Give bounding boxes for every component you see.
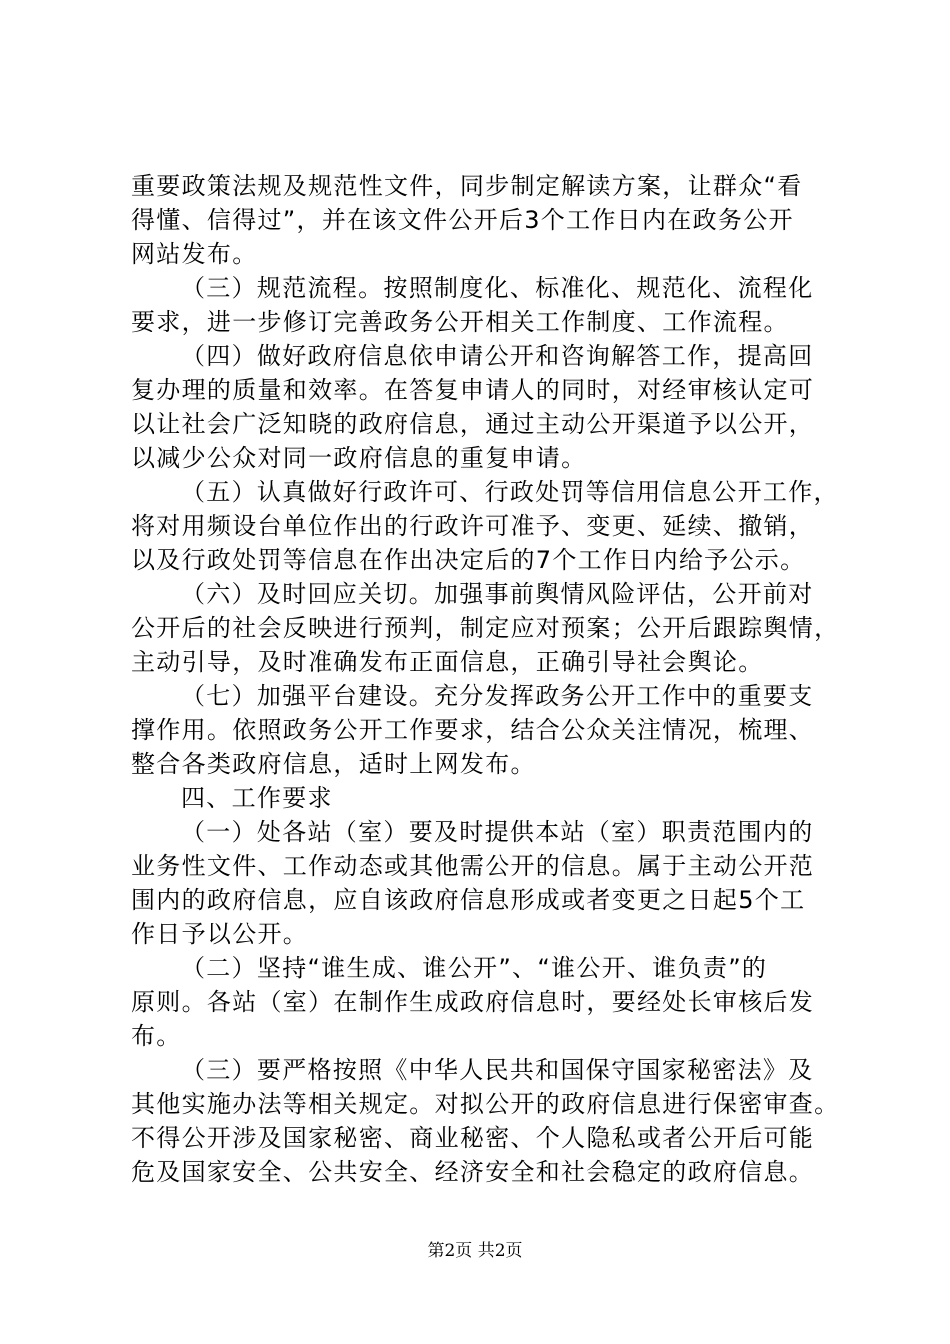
text-line: （一）处各站（室）要及时提供本站（室）职责范围内的 — [181, 818, 814, 846]
section-heading: 四、工作要求 — [181, 784, 333, 812]
text-line: 以减少公众对同一政府信息的重复申请。 — [131, 444, 587, 472]
text-line: 公开后的社会反映进行预判，制定应对预案；公开后跟踪舆情， — [131, 614, 840, 642]
document-body — [131, 169, 851, 1189]
text-line: 要求，进一步修订完善政务公开相关工作制度、工作流程。 — [131, 308, 789, 336]
text-line: （五）认真做好行政许可、行政处罚等信用信息公开工作， — [181, 478, 839, 506]
text-line: 围内的政府信息，应自该政府信息形成或者变更之日起5个工 — [131, 886, 806, 914]
text-line: （七）加强平台建设。充分发挥政务公开工作中的重要支 — [181, 682, 814, 710]
text-line: （六）及时回应关切。加强事前舆情风险评估，公开前对 — [181, 580, 814, 608]
text-line: 将对用频设台单位作出的行政许可准予、变更、延续、撤销， — [131, 512, 815, 540]
text-line: （三）要严格按照《中华人民共和国保守国家秘密法》及 — [181, 1056, 814, 1084]
text-line: 原则。各站（室）在制作生成政府信息时，要经处长审核后发 — [131, 988, 815, 1016]
text-line: 布。 — [131, 1022, 182, 1050]
text-line: 撑作用。依照政务公开工作要求，结合公众关注情况，梳理、 — [131, 716, 815, 744]
text-line: 作日予以公开。 — [131, 920, 309, 948]
text-line: 整合各类政府信息，适时上网发布。 — [131, 750, 536, 778]
text-line: 重要政策法规及规范性文件，同步制定解读方案，让群众“看 — [131, 172, 803, 200]
text-line: （三）规范流程。按照制度化、标准化、规范化、流程化 — [181, 274, 814, 302]
text-line: 其他实施办法等相关规定。对拟公开的政府信息进行保密审查。 — [131, 1090, 840, 1118]
text-line: 业务性文件、工作动态或其他需公开的信息。属于主动公开范 — [131, 852, 815, 880]
text-line: 主动引导，及时准确发布正面信息，正确引导社会舆论。 — [131, 648, 764, 676]
page-footer: 第2页 共2页 — [427, 1241, 523, 1261]
text-line: 以及行政处罚等信息在作出决定后的7个工作日内给予公示。 — [131, 546, 806, 574]
text-line: 危及国家安全、公共安全、经济安全和社会稳定的政府信息。 — [131, 1158, 815, 1186]
text-line: （四）做好政府信息依申请公开和咨询解答工作，提高回 — [181, 342, 814, 370]
text-line: 复办理的质量和效率。在答复申请人的同时，对经审核认定可 — [131, 376, 815, 404]
text-line: 以让社会广泛知晓的政府信息，通过主动公开渠道予以公开， — [131, 410, 815, 438]
text-line: 得懂、信得过”，并在该文件公开后3个工作日内在政务公开 — [131, 206, 794, 234]
text-line: 不得公开涉及国家秘密、商业秘密、个人隐私或者公开后可能 — [131, 1124, 815, 1152]
text-line: （二）坚持“谁生成、谁公开”、“谁公开、谁负责”的 — [181, 954, 768, 982]
text-line: 网站发布。 — [131, 240, 258, 268]
